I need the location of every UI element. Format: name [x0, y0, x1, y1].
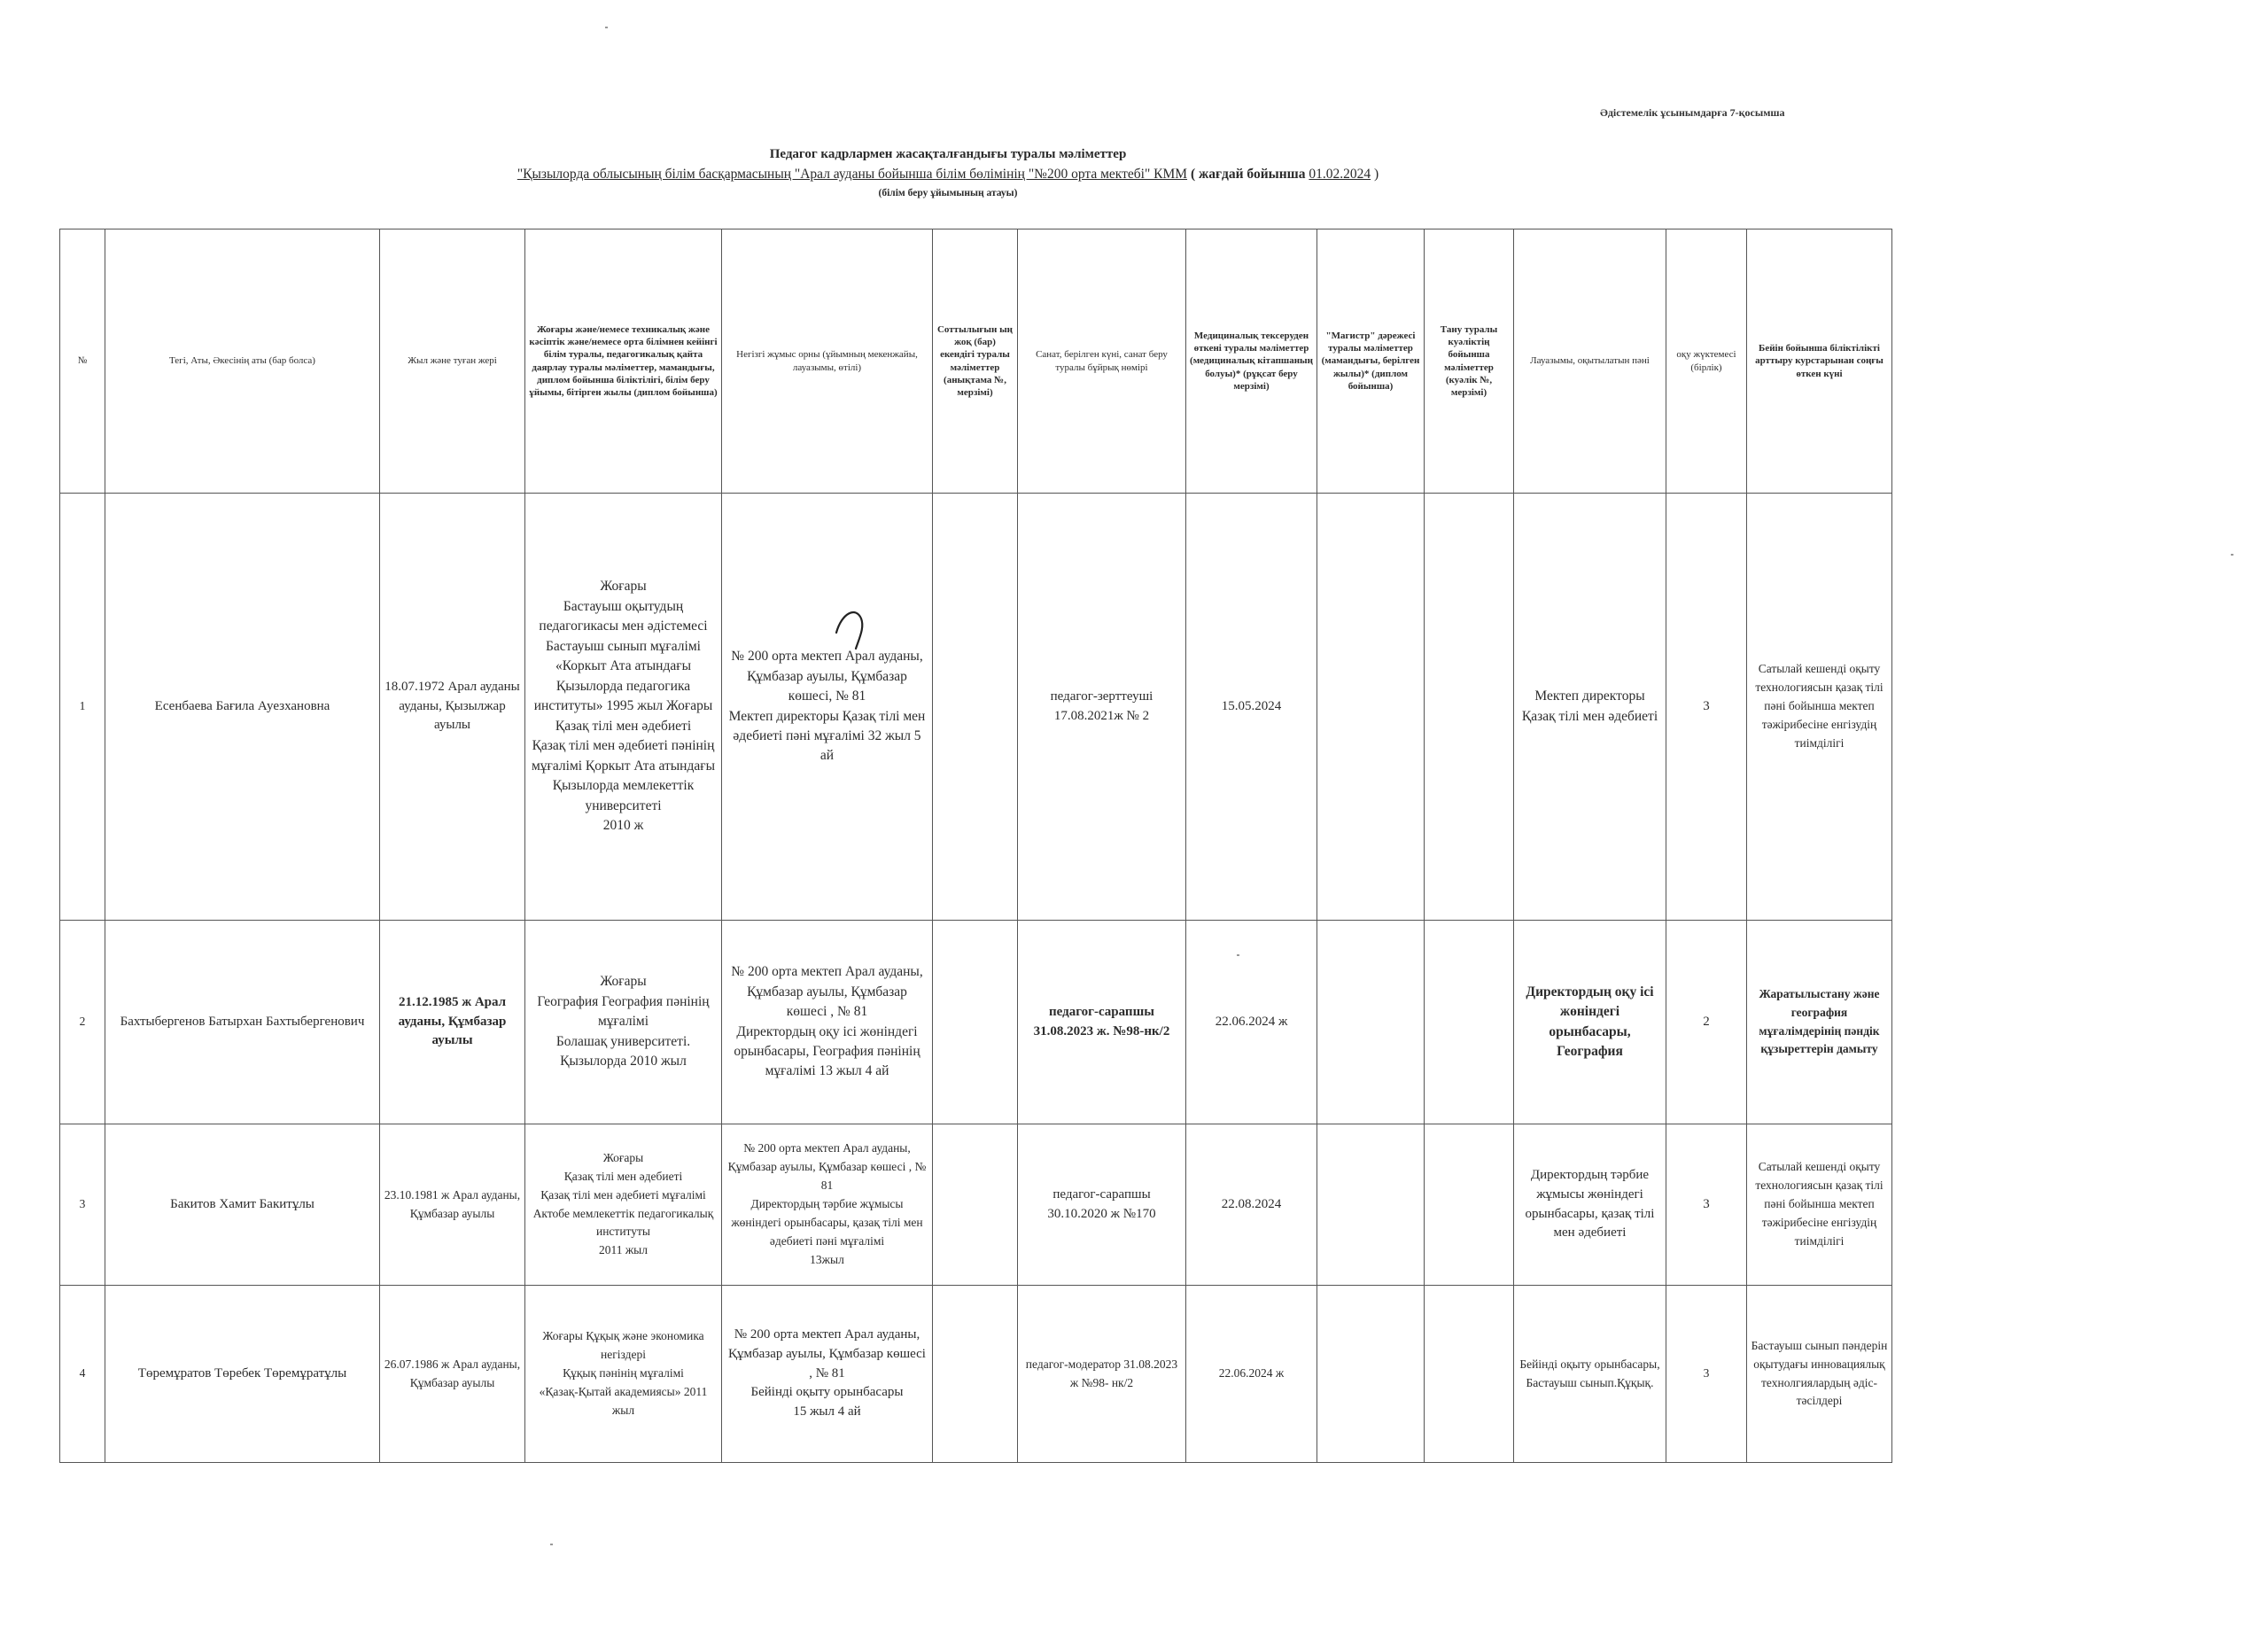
- row-birth: 23.10.1981 ж Арал ауданы, Құмбазар ауылы: [380, 1124, 525, 1286]
- row-birth: 18.07.1972 Арал ауданы ауданы, Қызылжар ауылы: [380, 494, 525, 921]
- table-row: [60, 1124, 1892, 1286]
- row-load: 3: [1666, 494, 1747, 921]
- row-education: Жоғары Құқық және экономика негіздері Құқық пәнінің мұғалімі «Қазақ-Қытай академиясы» 2011 жыл: [525, 1286, 722, 1463]
- col-header-criminal: Соттылығын ың жоқ (бар) екендігі туралы мәліметтер (анықтама №, мерзімі): [933, 229, 1018, 494]
- row-position: Директордың тәрбие жұмысы жөніндегі орынбасары, қазақ тілі мен әдебиеті: [1514, 1124, 1666, 1286]
- row-education: Жоғары География География пәнінің мұғалімі Болашақ университеті. Қызылорда 2010 жыл: [525, 921, 722, 1124]
- organization-caption: (білім беру ұйымының атауы): [878, 188, 1018, 198]
- row-number: 1: [60, 494, 105, 921]
- row-birth: 26.07.1986 ж Арал ауданы, Құмбазар ауылы: [380, 1286, 525, 1463]
- col-header-education: Жоғары және/немесе техникалық және кәсіптік және/немесе орта білімнен кейінгі білім туралы, педагогикалық қайта даярлау туралы мәліметтер, мамандығы, диплом бойынша біліктілігі, білім беру ұйымы, бітірген жылы (диплом бойынша): [525, 229, 722, 494]
- row-full-name: Төремұратов Төребек Төремұратұлы: [105, 1286, 380, 1463]
- row-position: Бейінді оқыту орынбасары, Бастауыш сынып.Құқық.: [1514, 1286, 1666, 1463]
- table-row: [60, 921, 1892, 1124]
- col-header-master: "Магистр" дәрежесі туралы мәліметтер (мамандығы, берілген жылы)* (диплом бойынша): [1317, 229, 1425, 494]
- subtitle-date: 01.02.2024: [1309, 167, 1371, 182]
- row-courses: Сатылай кешенді оқыту технологиясын қазақ тілі пәні бойынша мектеп тәжірибесіне енгізудің тиімділігі: [1747, 1124, 1892, 1286]
- subtitle-close: ): [1371, 167, 1379, 182]
- header-row: [60, 229, 1892, 494]
- row-birth: 21.12.1985 ж Арал ауданы, Құмбазар ауылы: [380, 921, 525, 1124]
- row-education: Жоғары Қазақ тілі мен әдебиеті Қазақ тілі мен әдебиеті мұғалімі Актобе мемлекеттік педагогикалық институты 2011 жыл: [525, 1124, 722, 1286]
- col-header-position: Лауазымы, оқытылатын пәні: [1514, 229, 1666, 494]
- row-criminal-record: [933, 921, 1018, 1124]
- pen-mark: [833, 603, 877, 656]
- document-subtitle: [0, 167, 1896, 183]
- row-position: Мектеп директоры Қазақ тілі мен әдебиеті: [1514, 494, 1666, 921]
- row-category: педагог-модератор 31.08.2023 ж №98- нк/2: [1018, 1286, 1186, 1463]
- col-header-recognition: Тану туралы куәліктің бойынша мәліметтер (куәлік №, мерзімі): [1425, 229, 1514, 494]
- row-master: [1317, 921, 1425, 1124]
- col-header-courses: Бейін бойынша біліктілікті арттыру курстарынан соңғы өткен күні: [1747, 229, 1892, 494]
- row-workplace: № 200 орта мектеп Арал ауданы, Құмбазар ауылы, Құмбазар көшесі , № 81 Директордың оқу ісі жөніндегі орынбасары, География пәнінің мұғалімі 13 жыл 4 ай: [722, 921, 933, 1124]
- row-recognition: [1425, 494, 1514, 921]
- row-workplace: № 200 орта мектеп Арал ауданы, Құмбазар ауылы, Құмбазар көшесі, № 81 Мектеп директоры Қазақ тілі мен әдебиеті пәні мұғалімі 32 жыл 5 ай: [722, 494, 933, 921]
- row-load: 3: [1666, 1124, 1747, 1286]
- col-header-birth: Жыл және туған жері: [380, 229, 525, 494]
- col-header-number: №: [60, 229, 105, 494]
- row-category: педагог-сарапшы 30.10.2020 ж №170: [1018, 1124, 1186, 1286]
- scan-speck: [2231, 554, 2233, 556]
- row-recognition: [1425, 921, 1514, 1124]
- row-medical: 22.06.2024 ж: [1186, 921, 1317, 1124]
- col-header-medical: Медициналық тексеруден өткені туралы мәліметтер (медициналық кітапшаның болуы)* (рұқсат беру мерзімі): [1186, 229, 1317, 494]
- row-workplace: № 200 орта мектеп Арал ауданы, Құмбазар ауылы, Құмбазар көшесі , № 81 Бейінді оқыту орынбасары 15 жыл 4 ай: [722, 1286, 933, 1463]
- staff-table: [59, 229, 1892, 1463]
- row-number: 3: [60, 1124, 105, 1286]
- annex-label: Әдістемелік ұсынымдарға 7-қосымша: [1600, 106, 1785, 119]
- row-criminal-record: [933, 494, 1018, 921]
- row-master: [1317, 1124, 1425, 1286]
- row-medical: 15.05.2024: [1186, 494, 1317, 921]
- row-medical: 22.08.2024: [1186, 1124, 1317, 1286]
- table-row: [60, 1286, 1892, 1463]
- row-load: 2: [1666, 921, 1747, 1124]
- row-criminal-record: [933, 1124, 1018, 1286]
- row-workplace: № 200 орта мектеп Арал ауданы, Құмбазар ауылы, Құмбазар көшесі , № 81 Директордың тәрбие жұмысы жөніндегі орынбасары, қазақ тілі мен әдебиеті пәні мұғалімі 13жыл: [722, 1124, 933, 1286]
- row-medical: 22.06.2024 ж: [1186, 1286, 1317, 1463]
- row-category: педагог-зерттеуші 17.08.2021ж № 2: [1018, 494, 1186, 921]
- subtitle-as-of: ( жағдай бойынша: [1187, 167, 1309, 182]
- scan-speck: [605, 27, 608, 28]
- scan-speck: [1237, 954, 1239, 956]
- row-recognition: [1425, 1124, 1514, 1286]
- row-master: [1317, 1286, 1425, 1463]
- document-title: Педагог кадрлармен жасақталғандығы туралы мәліметтер: [769, 147, 1127, 161]
- row-criminal-record: [933, 1286, 1018, 1463]
- scan-speck: [550, 1544, 553, 1545]
- row-number: 2: [60, 921, 105, 1124]
- row-category: педагог-сарапшы 31.08.2023 ж. №98-нк/2: [1018, 921, 1186, 1124]
- row-master: [1317, 494, 1425, 921]
- subtitle-organization: "Қызылорда облысының білім басқармасының "Арал ауданы бойынша білім бөлімінің "№200 орта мектебі" КММ: [517, 167, 1188, 182]
- row-recognition: [1425, 1286, 1514, 1463]
- row-courses: Бастауыш сынып пәндерін оқытудағы инновациялық технолгиялардың әдіс-тәсілдері: [1747, 1286, 1892, 1463]
- row-full-name: Есенбаева Бағила Ауезхановна: [105, 494, 380, 921]
- row-courses: Жаратылыстану және география мұғалімдерінің пәндік құзыреттерін дамыту: [1747, 921, 1892, 1124]
- row-load: 3: [1666, 1286, 1747, 1463]
- col-header-workplace: Негізгі жұмыс орны (ұйымның мекенжайы, лауазымы, өтілі): [722, 229, 933, 494]
- col-header-load: оқу жүктемесі (бірлік): [1666, 229, 1747, 494]
- row-education: Жоғары Бастауыш оқытудың педагогикасы мен әдістемесі Бастауыш сынып мұғалімі «Коркыт Ата атындағы Қызылорда педагогика институты» 1995 жыл Жоғары Қазақ тілі мен әдебиеті Қазақ тілі мен әдебиеті пәнінің мұғалімі Қоркыт Ата атындағы Қызылорда мемлекеттік университеті 2010 ж: [525, 494, 722, 921]
- table-row: [60, 494, 1892, 921]
- col-header-name: Тегі, Аты, Әкесінің аты (бар болса): [105, 229, 380, 494]
- row-full-name: Бахтыбергенов Батырхан Бахтыбергенович: [105, 921, 380, 1124]
- col-header-category: Санат, берілген күні, санат беру туралы бұйрық нөмірі: [1018, 229, 1186, 494]
- row-number: 4: [60, 1286, 105, 1463]
- row-full-name: Бакитов Хамит Бакитұлы: [105, 1124, 380, 1286]
- row-position: Директордың оқу ісі жөніндегі орынбасары, География: [1514, 921, 1666, 1124]
- row-courses: Сатылай кешенді оқыту технологиясын қазақ тілі пәні бойынша мектеп тәжірибесіне енгізудің тиімділігі: [1747, 494, 1892, 921]
